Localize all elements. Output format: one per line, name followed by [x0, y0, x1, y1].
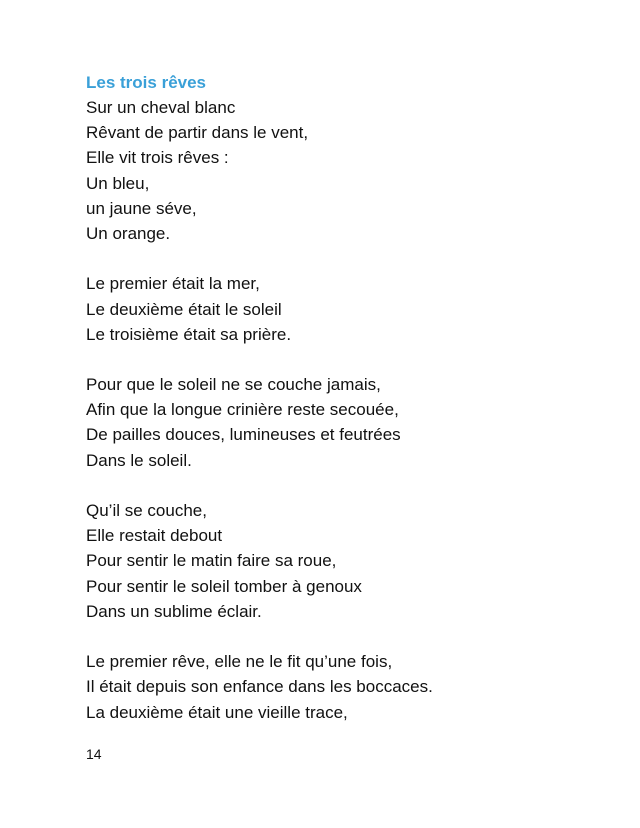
stanza: [86, 498, 606, 624]
stanza-gap: [86, 624, 606, 649]
poem-line: La deuxième était une vieille trace,: [86, 702, 348, 722]
stanza: [86, 271, 606, 347]
stanza-gap: [86, 473, 606, 498]
poem-line: Elle restait debout: [86, 526, 223, 546]
poem-line: Le troisième était sa prière.: [86, 324, 292, 344]
poem-line: Pour sentir le matin faire sa roue,: [86, 551, 337, 571]
poem-line: Le premier était la mer,: [86, 274, 260, 294]
stanza: [86, 649, 606, 725]
poem-line: Pour que le soleil ne se couche jamais,: [86, 375, 381, 395]
poem-line: Le deuxième était le soleil: [86, 299, 282, 319]
poem-line: Dans le soleil.: [86, 450, 192, 470]
poem-line: Le premier rêve, elle ne le fit qu’une fois,: [86, 652, 393, 672]
poem-line: Qu’il se couche,: [86, 501, 207, 520]
page-number: 14: [86, 746, 102, 762]
poem-line: Un orange.: [86, 223, 171, 243]
stanza: [86, 95, 606, 246]
poem-line: Afin que la longue crinière reste secouée,: [86, 400, 399, 420]
poem-line: Dans un sublime éclair.: [86, 601, 262, 621]
poem-line: Elle vit trois rêves :: [86, 148, 229, 168]
stanza-gap: [86, 246, 606, 271]
poem-line: De pailles douces, lumineuses et feutrées: [86, 425, 401, 445]
poem-body: [86, 95, 606, 725]
poem-line: Sur un cheval blanc: [86, 98, 236, 117]
stanza-gap: [86, 347, 606, 372]
stanza: [86, 372, 606, 473]
poem-line: Un bleu,: [86, 173, 150, 193]
poem-line: Il était depuis son enfance dans les boccaces.: [86, 677, 433, 697]
poem-title: Les trois rêves: [86, 73, 207, 92]
poem-line: un jaune séve,: [86, 198, 197, 218]
poem-line: Pour sentir le soleil tomber à genoux: [86, 576, 362, 596]
poem-line: Rêvant de partir dans le vent,: [86, 123, 309, 143]
